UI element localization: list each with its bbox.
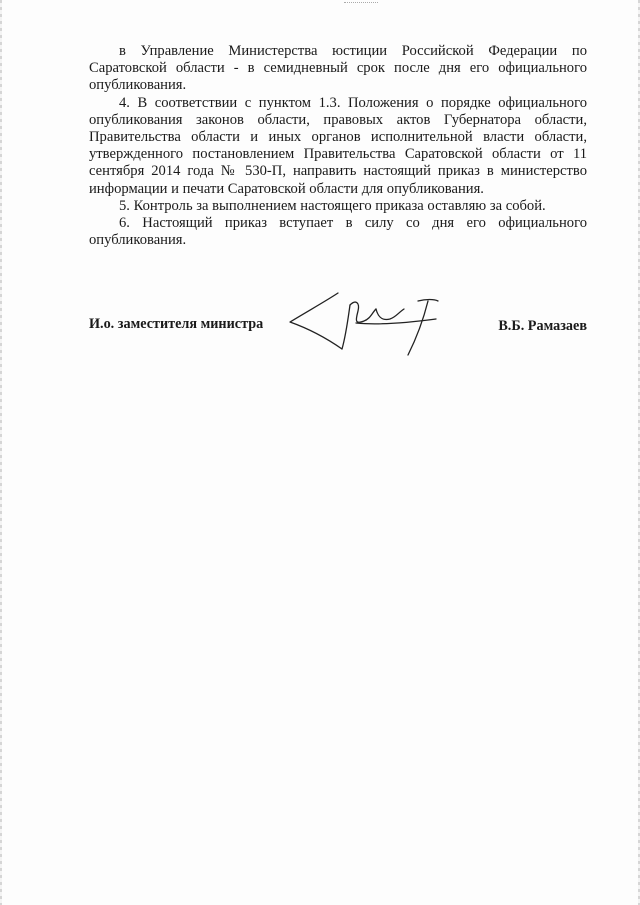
paragraph-item-6: 6. Настоящий приказ вступает в силу со дня его официального опубликования. [89,215,587,249]
paragraph-item-5: 5. Контроль за выполнением настоящего приказа оставляю за собой. [119,197,546,214]
signatory-name: В.Б. Рамазаев [498,318,587,334]
document-body [89,43,587,249]
paragraph-item-4: 4. В соответствии с пунктом 1.3. Положения о порядке официального опубликования законов области, правовых актов Губернатора области, Правительства области и иных органов исполнительной власти области, утвержденного постановлением Правительства Саратовской области от 11 сентября 2014 года № 530-П, направить настоящий приказ в министерство информации и печати Саратовской области для опубликования. [89,94,587,197]
paragraph-continuation: в Управление Министерства юстиции Российской Федерации по Саратовской области - в семидневный срок после дня его официального опубликования. [89,43,587,94]
signatory-title: И.о. заместителя министра [89,316,264,332]
handwritten-signature [286,289,446,359]
scan-top-mark [344,2,378,4]
scan-edge-left [0,0,2,905]
